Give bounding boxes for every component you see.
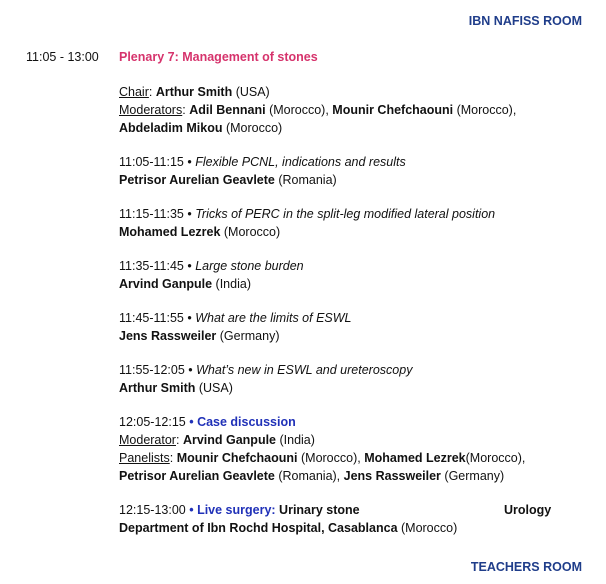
bullet: • (184, 363, 197, 377)
panelist-country: (Romania), (274, 469, 344, 483)
live-time: 12:15-13:00 (119, 503, 186, 517)
case-moderator-label: Moderator (119, 433, 176, 447)
bullet: • (183, 311, 196, 325)
case-moderator-country: (India) (276, 433, 315, 447)
talk-country: (India) (212, 277, 251, 291)
bullet: • (185, 415, 198, 429)
chair-line (119, 83, 589, 101)
talk-item (119, 309, 589, 345)
live-label: Live surgery: (197, 503, 276, 517)
moderator-name: Adil Bennani (189, 103, 266, 117)
panelist-country: (Germany) (440, 469, 505, 483)
panelist-name: Jens Rassweiler (343, 469, 441, 483)
moderator-country: (Morocco), (265, 103, 333, 117)
talk-time: 11:15-11:35 (119, 207, 184, 221)
live-topic: Urinary stone (275, 503, 360, 517)
talk-item (119, 361, 589, 397)
talk-country: (USA) (195, 381, 233, 395)
talk-speaker: Petrisor Aurelian Geavlete (119, 173, 275, 187)
talk-time: 11:45-11:55 (119, 311, 184, 325)
panelist-name: Mohamed Lezrek (364, 451, 466, 465)
live-surgery-block (119, 501, 589, 537)
panelist-country: (Morocco), (465, 451, 526, 465)
moderator-country: (Morocco) (222, 121, 283, 135)
chair-name: Arthur Smith (155, 85, 233, 99)
talk-topic: Large stone burden (195, 259, 304, 273)
talk-time: 11:55-12:05 (119, 363, 185, 377)
panelist-name: Mounir Chefchaouni (176, 451, 298, 465)
bullet: • (185, 503, 198, 517)
room-footer: TEACHERS ROOM (470, 560, 582, 574)
talk-topic: What are the limits of ESWL (195, 311, 352, 325)
chairs-block (119, 83, 589, 137)
colon: : (182, 103, 190, 117)
case-discussion-block (119, 413, 589, 485)
talk-time: 11:35-11:45 (119, 259, 184, 273)
colon: : (175, 433, 183, 447)
talk-speaker: Jens Rassweiler (119, 329, 217, 343)
talk-time: 11:05-11:15 (119, 155, 184, 169)
talk-topic: Tricks of PERC in the split-leg modified lateral position (195, 207, 496, 221)
moderators-line (119, 101, 589, 119)
talk-country: (Germany) (216, 329, 280, 343)
talk-topic: What’s new in ESWL and ureteroscopy (196, 363, 413, 377)
live-urology: Urology (504, 503, 552, 517)
talk-item (119, 257, 589, 293)
moderators-line-2 (119, 119, 589, 137)
talk-item (119, 153, 589, 189)
colon: : (148, 85, 156, 99)
talk-country: (Romania) (274, 173, 337, 187)
panelist-name: Petrisor Aurelian Geavlete (119, 469, 275, 483)
chair-label: Chair (119, 85, 149, 99)
moderators-label: Moderators (119, 103, 183, 117)
talk-speaker: Arthur Smith (119, 381, 196, 395)
moderator-name: Mounir Chefchaouni (332, 103, 454, 117)
bullet: • (183, 259, 196, 273)
talk-speaker: Mohamed Lezrek (119, 225, 221, 239)
moderator-name: Abdeladim Mikou (119, 121, 223, 135)
case-title: Case discussion (197, 415, 296, 429)
bullet: • (183, 155, 196, 169)
room-header: IBN NAFISS ROOM (468, 14, 582, 28)
panelists-label: Panelists (119, 451, 170, 465)
case-moderator-name: Arvind Ganpule (182, 433, 277, 447)
live-country: (Morocco) (397, 521, 458, 535)
live-department: Department of Ibn Rochd Hospital, Casablanca (119, 521, 398, 535)
chair-country: (USA) (232, 85, 270, 99)
talk-topic: Flexible PCNL, indications and results (195, 155, 406, 169)
session-time: 11:05 - 13:00 (26, 50, 99, 64)
panelist-country: (Morocco), (297, 451, 365, 465)
talk-speaker: Arvind Ganpule (119, 277, 213, 291)
case-time: 12:05-12:15 (119, 415, 186, 429)
colon: : (169, 451, 177, 465)
bullet: • (183, 207, 196, 221)
session-title: Plenary 7: Management of stones (119, 50, 318, 64)
moderator-country: (Morocco), (453, 103, 517, 117)
talk-item (119, 205, 589, 241)
talk-country: (Morocco) (220, 225, 281, 239)
program-content (119, 83, 589, 553)
